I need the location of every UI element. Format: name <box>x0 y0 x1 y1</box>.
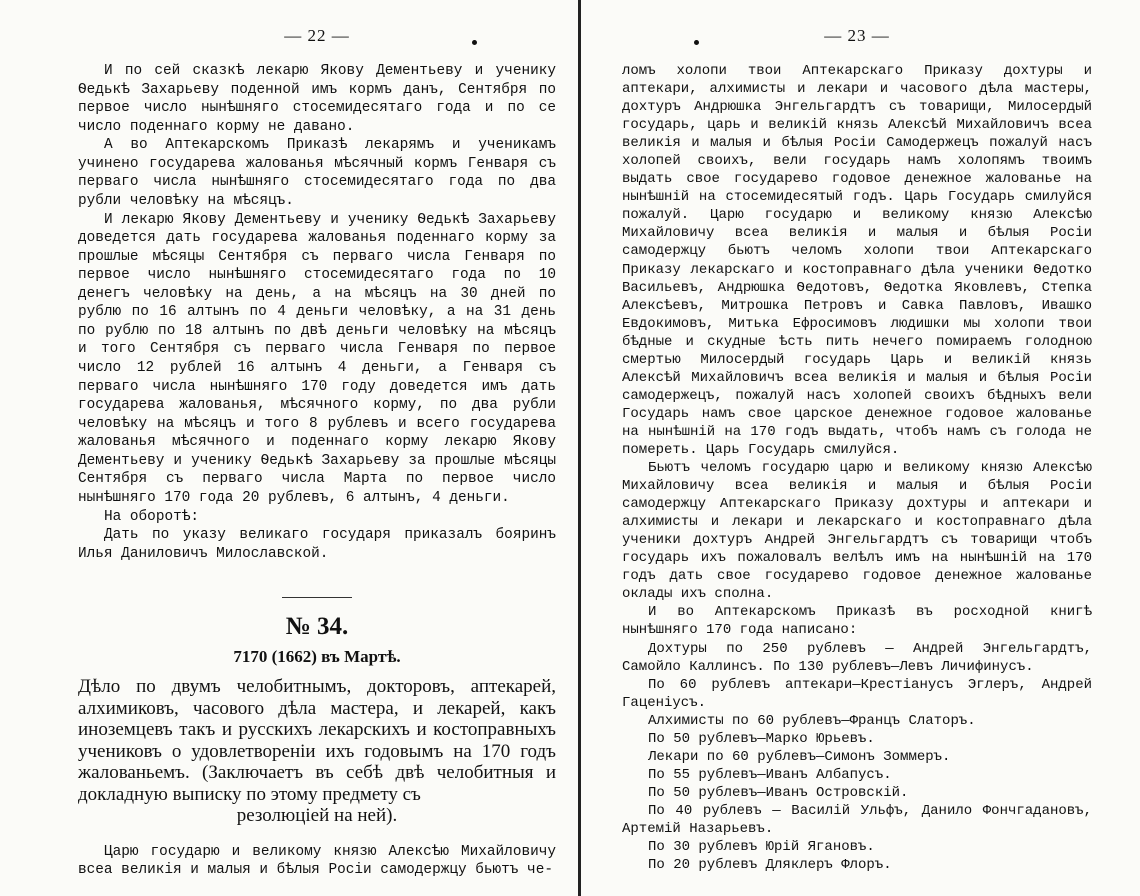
list-item: По 50 рублевъ—Иванъ Островскiй. <box>648 784 909 801</box>
document-number: № 34. <box>285 613 349 641</box>
list-item: По 50 рублевъ—Марко Юрьевъ. <box>648 730 875 747</box>
list-item: По 55 рублевъ—Иванъ Албапусъ. <box>648 766 892 783</box>
paragraph: Дать по указу великаго государя приказалъ бояринъ Илья Даниловичъ Милославской. <box>78 527 556 562</box>
paragraph: Царю государю и великому князю Алексѣю Михайловичу всеа великiя и малыя и бѣлыя Росiи самодержцу бьютъ че- <box>78 843 556 879</box>
book-gutter <box>578 0 581 896</box>
list-item: Лекари по 60 рублевъ—Симонъ Зоммеръ. <box>648 748 951 765</box>
paragraph: Бьютъ челомъ государю царю и великому князю Алексѣю Михайловичу всеа великiя и малыя и бѣлыя Росiи самодержцу Аптекарскаго Приказу дохтуры и аптекари и алхимисты и лекари и лекарскаго и костоправнаго дѣла ученики дохтуръ Андрей Энгельгардтъ съ товарищи чтобъ государь ихъ пожаловалъ велѣлъ имъ на нынѣшнiй на 170 годъ дать свое государево годовое денежное жалованье оклады ихъ сполна. <box>622 460 1092 603</box>
page-number: — 22 — <box>284 26 350 45</box>
left-page-text <box>78 62 556 880</box>
document-summary <box>78 676 556 827</box>
section-divider <box>282 597 352 598</box>
summary-text-end: резолюцiей на ней). <box>236 805 398 827</box>
paragraph: И по сей сказкѣ лекарю Якову Дементьеву и ученику Ѳедькѣ Захарьеву поденной имъ кормъ данъ, Сентября по первое число нынѣшняго стосемидесятаго года и по се число поденнаго корму не давано. <box>78 63 556 135</box>
page-number: — 23 — <box>824 26 890 45</box>
list-item: По 60 рублевъ аптекари—Крестiанусъ Эглеръ, Андрей Гаценiусъ. <box>622 676 1092 711</box>
document-date: 7170 (1662) въ Мартѣ. <box>233 647 401 667</box>
paragraph: А во Аптекарскомъ Приказѣ лекарямъ и ученикамъ учинено государева жалованья мѣсячный кормъ Генваря съ перваго числа нынѣшняго стосемидесятаго года по два рубли человѣку на мѣсяцъ. <box>78 137 556 209</box>
right-page-text <box>622 62 1092 874</box>
paragraph: ломъ холопи твои Аптекарскаго Приказу дохтуры и аптекари, алхимисты и лекари и часового дѣла мастеры, дохтуръ Андрюшка Энгельгардтъ съ товарищи, Милосердый государь, царь и великiй князь Алексѣй Михайловичъ всеа великiя и малыя и бѣлыя Росiи Самодержецъ пожалуй насъ холопей своихъ, вели государь намъ холопямъ твоимъ выдать свое государево годовое денежное жалованье на нынѣшнiй на стосемидесятый годъ. Царь Государь смилуйся пожалуй. Царю государю и великому князю Алексѣю Михайловичу всеа великiя и малыя и бѣлыя Росiи самодержцу бьютъ челомъ холопи твои Аптекарскаго Приказу лекарскаго и костоправнаго дѣла ученики Ѳедотко Васильевъ, Андрюшка Ѳедотовъ, Ѳедотка Яковлевъ, Степка Алексѣевъ, Митрошка Петровъ и Савка Павловъ, Ивашко Евдокимовъ, Митька Ефросимовъ людишки мы холопи твои бѣдные и скудные ѣсть пить нечего помираемъ голодною смертью Милосердый государь Царь и великiй князь Алексѣй Михайловичъ всеа великiя и малыя и бѣлыя Росiи самодержецъ, пожалуй насъ холопей своихъ бѣдныхъ вели Государь намъ свое царское денежное годовое жалованье на нынѣшнiй на 170 годъ выдать, чтобъ намъ съ голода не помереть. Царь Государь смилуйся. <box>622 63 1092 458</box>
paragraph: И во Аптекарскомъ Приказѣ въ росходной книгѣ нынѣшняго 170 года написано: <box>622 604 1092 639</box>
list-item: По 30 рублевъ Юрiй Ягановъ. <box>648 839 875 856</box>
right-page <box>622 0 1092 896</box>
list-item: По 20 рублевъ Дляклеръ Флоръ. <box>648 857 892 874</box>
summary-text: Дѣло по двумъ челобитнымъ, докторовъ, аптекарей, алхимиковъ, часового дѣла мастера, и лекарей, какъ иноземцевъ такъ и русскихъ лекарскихъ и костоправныхъ учениковъ о удовлетворенiи ихъ годовымъ на 170 годъ жалованьемъ. (Заключаетъ въ себѣ двѣ челобитныя и докладную выписку по этому предмету съ <box>78 676 556 805</box>
paragraph: На оборотѣ: <box>104 508 199 525</box>
list-item: Дохтуры по 250 рублевъ — Андрей Энгельгардтъ, Самойло Каллинсъ. По 130 рублевъ—Левъ Личифинусъ. <box>622 640 1092 675</box>
paragraph: И лекарю Якову Дементьеву и ученику Ѳедькѣ Захарьеву доведется дать государева жалованья поденнаго корму за прошлые мѣсяцы Сентября съ перваго числа Генваря по первое число нынѣшняго стосемидесятаго года по 10 денегъ человѣку на день, а на мѣсяцъ на 30 дней по рублю по 16 алтынъ по 4 деньги человѣку, а на 31 день по рублю по 18 алтынъ по двѣ деньги человѣку на мѣсяцъ и того Сентября съ перваго числа Генваря по первое число 12 рублей 16 алтынъ 4 деньги, а Генваря съ перваго числа нынѣшняго 170 году доведется имъ дать государева жалованья, мѣсячного корму, по два рубли человѣку на мѣсяцъ и того 8 рублевъ и всего государева жалованья мѣсячного и поденнаго корму лекарю Якову Дементьеву и ученику Ѳедькѣ Захарьеву за прошлые мѣсяцы Сентября съ перваго числа Марта по первое число нынѣшняго 170 года 20 рублевъ, 6 алтынъ, 4 деньги. <box>78 211 556 506</box>
list-item: Алхимисты по 60 рублевъ—Францъ Слаторъ. <box>648 712 976 729</box>
list-item: По 40 рублевъ — Василiй Ульфъ, Данило Фончгадановъ, Артемiй Назарьевъ. <box>622 802 1092 837</box>
left-page <box>78 0 556 896</box>
